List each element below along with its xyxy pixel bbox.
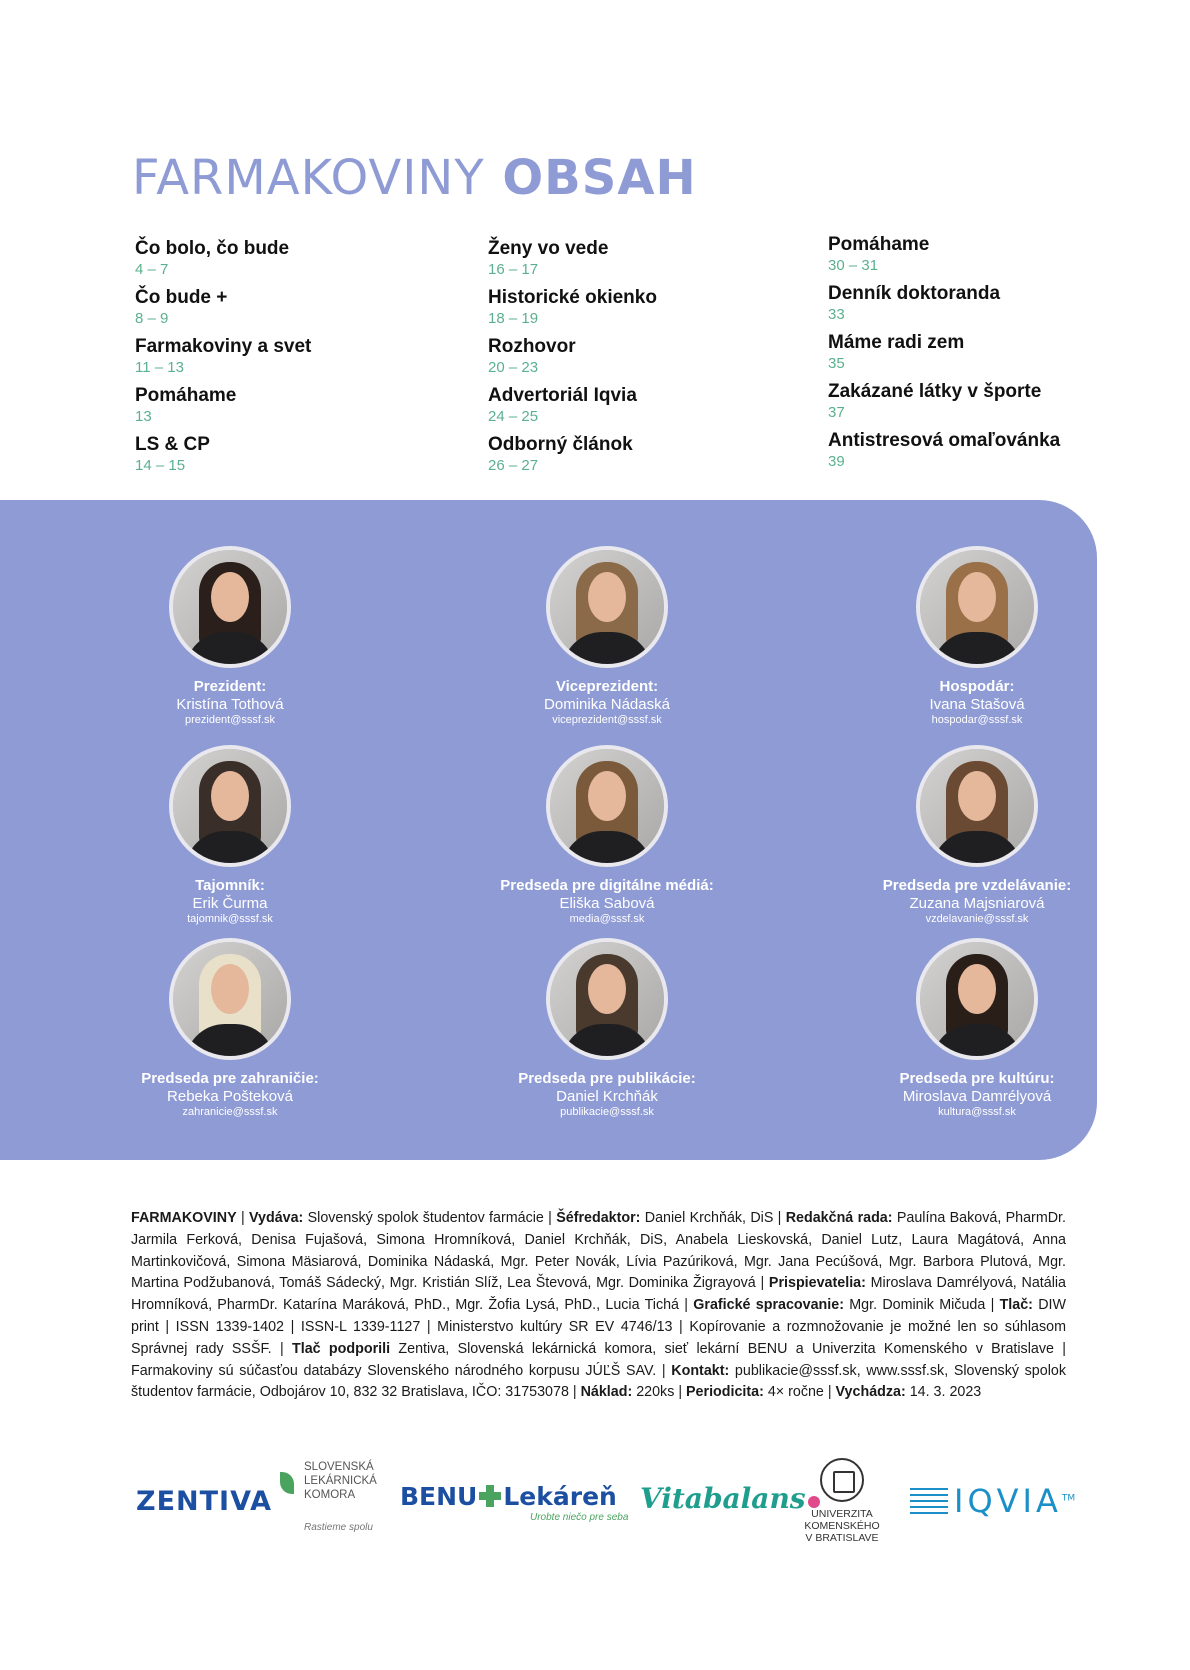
member-email[interactable]: kultura@sssf.sk (938, 1106, 1016, 1118)
member-name: Ivana Stašová (929, 696, 1025, 713)
member-role: Predseda pre zahraničie: (141, 1070, 319, 1087)
member-name: Erik Čurma (192, 895, 268, 912)
toc-title: Čo bude + (135, 287, 228, 308)
toc-pages: 33 (828, 306, 845, 323)
zentiva-logo: ZENTIVA (136, 1486, 273, 1517)
member-name: Eliška Sabová (559, 895, 655, 912)
toc-pages: 13 (135, 408, 152, 425)
team-member (457, 938, 757, 1119)
avatar (169, 938, 291, 1060)
team-member (827, 546, 1127, 727)
toc-pages: 39 (828, 453, 845, 470)
member-role: Predseda pre vzdelávanie: (882, 877, 1072, 894)
member-email[interactable]: viceprezident@sssf.sk (552, 714, 662, 726)
toc-title: Odborný článok (488, 434, 633, 455)
toc-title: Antistresová omaľovánka (828, 430, 1061, 451)
toc-pages: 8 – 9 (135, 310, 169, 327)
university-seal-icon (820, 1458, 864, 1502)
uk-logo: UNIVERZITA KOMENSKÉHO V BRATISLAVE (782, 1458, 902, 1544)
member-name: Zuzana Majsniarová (909, 895, 1045, 912)
member-name: Miroslava Damrélyová (902, 1088, 1052, 1105)
toc-title: Advertoriál Iqvia (488, 385, 637, 406)
toc-pages: 14 – 15 (135, 457, 186, 474)
member-email[interactable]: media@sssf.sk (569, 913, 645, 925)
toc-item[interactable] (135, 336, 455, 385)
member-email[interactable]: prezident@sssf.sk (184, 714, 276, 726)
avatar (169, 546, 291, 668)
toc-item[interactable] (828, 283, 1148, 332)
toc-item[interactable] (488, 434, 808, 483)
vitabalans-logo: Vitabalans (640, 1482, 820, 1515)
member-role: Tajomník: (195, 877, 265, 894)
team-member (827, 938, 1127, 1119)
member-name: Kristína Tothová (176, 696, 284, 713)
toc-title: Historické okienko (488, 287, 657, 308)
toc-item[interactable] (488, 287, 808, 336)
team-member (457, 546, 757, 727)
toc-title: Pomáhame (135, 385, 237, 406)
toc-pages: 4 – 7 (135, 261, 169, 278)
toc-item[interactable] (488, 385, 808, 434)
member-email[interactable]: tajomnik@sssf.sk (187, 913, 273, 925)
member-role: Predseda pre publikácie: (518, 1070, 696, 1087)
page-title (132, 150, 697, 206)
toc-pages: 24 – 25 (488, 408, 539, 425)
toc-item[interactable] (488, 336, 808, 385)
toc-pages: 16 – 17 (488, 261, 539, 278)
member-name: Dominika Nádaská (544, 696, 670, 713)
member-role: Prezident: (193, 678, 267, 695)
toc-item[interactable] (828, 381, 1148, 430)
toc-pages: 30 – 31 (828, 257, 879, 274)
member-email[interactable]: zahranicie@sssf.sk (182, 1106, 278, 1118)
team-member (80, 546, 380, 727)
imprint-text: FARMAKOVINY | Vydáva: Slovenský spolok študentov farmácie | Šéfredaktor: Daniel Krchňák, DiS | Redakčná rada: Paulína Baková, PharmDr. Jarmila Ferková, Denisa Fujašová, Simona Hromníková, Daniel Krchňák, DiS, Anabela Lieskovská, Daniel Lutz, Laura Magátová, Anna Martinkovičová, Simona Mäsiarová, Dominika Nádaská, Mgr. Peter Novák, Lívia Pazúriková, Mgr. Jana Pecúšová, Mgr. Barbora Plutová, Mgr. Martina Podžubanová, Tomáš Sádecký, Mgr. Kristián Slíž, Lea Števová, Mgr. Dominika Žigrayová | Prispievatelia: Miroslava Damrélyová, Natália Hromníková, PharmDr. Katarína Maráková, PhD., Mgr. Žofia Lysá, PhD., Lucia Tichá | Grafické spracovanie: Mgr. Dominik Mičuda | Tlač: DIW print | ISSN 1339-1402 | ISSN-L 1339-1127 | Ministerstvo kultúry SR EV 4746/13 | Kopírovanie a rozmnožovanie je možné len so súhlasom Správnej rady SSŠF. | Tlač podporili Zentiva, Slovenská lekárnická komora, sieť lekární BENU a Univerzita Komenského v Bratislave | Farmakoviny sú súčasťou databázy Slovenského národného korpusu JÚĽŠ SAV. | Kontakt: publikacie@sssf.sk, www.sssf.sk, Slovenský spolok študentov farmácie, Odbojárov 10, 832 32 Bratislava, IČO: 31753078 | Náklad: 220ks | Periodicita: 4× ročne | Vychádza: 14. 3. 2023 (131, 1210, 1066, 1401)
toc-item[interactable] (828, 332, 1148, 381)
team-member (457, 745, 757, 926)
benu-logo: BENU Lekáreň Urobte niečo pre seba (400, 1482, 629, 1523)
toc-title: Farmakoviny a svet (135, 336, 312, 357)
avatar (169, 745, 291, 867)
member-email[interactable]: publikacie@sssf.sk (560, 1106, 654, 1118)
team-member (827, 745, 1127, 926)
toc-title: LS & CP (135, 434, 210, 455)
toc-pages: 20 – 23 (488, 359, 539, 376)
iqvia-logo: IQVIA™ (910, 1482, 1075, 1520)
toc-pages: 11 – 13 (135, 359, 184, 376)
title-bold: OBSAH (502, 150, 697, 206)
team-member (80, 938, 380, 1119)
avatar (916, 938, 1038, 1060)
toc-title: Ženy vo vede (488, 238, 609, 259)
team-member (80, 745, 380, 926)
avatar (916, 745, 1038, 867)
member-email[interactable]: hospodar@sssf.sk (931, 714, 1023, 726)
leaf-icon (280, 1472, 294, 1494)
member-name: Rebeka Pošteková (167, 1088, 293, 1105)
team-panel (0, 500, 1097, 1160)
toc-column-1 (135, 238, 455, 483)
member-role: Hospodár: (939, 678, 1015, 695)
avatar (546, 546, 668, 668)
avatar (546, 938, 668, 1060)
toc-pages: 26 – 27 (488, 457, 539, 474)
toc-pages: 35 (828, 355, 845, 372)
toc-item[interactable] (488, 238, 808, 287)
toc-item[interactable] (135, 434, 455, 483)
toc-pages: 37 (828, 404, 845, 421)
toc-title: Denník doktoranda (828, 283, 1001, 304)
toc-column-2 (488, 238, 808, 483)
toc-column-3 (828, 234, 1148, 479)
toc-item[interactable] (828, 430, 1148, 479)
toc-item[interactable] (135, 385, 455, 434)
avatar (546, 745, 668, 867)
member-email[interactable]: vzdelavanie@sssf.sk (925, 913, 1029, 925)
member-role: Viceprezident: (555, 678, 659, 695)
toc-item[interactable] (828, 234, 1148, 283)
toc-title: Čo bolo, čo bude (135, 238, 290, 259)
sponsor-logos: ZENTIVA SLOVENSKÁ LEKÁRNICKÁ KOMORA Rastieme spolu BENU Lekáreň Urobte niečo pre seba Vitabalans UNIVERZITA KOMENSKÉHO V BRATISLAVE IQVIA™ (130, 1458, 1070, 1558)
toc-title: Máme radi zem (828, 332, 965, 353)
member-name: Daniel Krchňák (556, 1088, 658, 1105)
avatar (916, 546, 1038, 668)
pharmacy-cross-icon (479, 1485, 501, 1507)
member-role: Predseda pre kultúru: (899, 1070, 1055, 1087)
toc-title: Pomáhame (828, 234, 930, 255)
title-light: FARMAKOVINY (132, 150, 485, 206)
toc-item[interactable] (135, 238, 455, 287)
member-role: Predseda pre digitálne médiá: (500, 877, 714, 894)
toc-title: Rozhovor (488, 336, 576, 357)
toc-title: Zakázané látky v športe (828, 381, 1042, 402)
toc-pages: 18 – 19 (488, 310, 539, 327)
toc-item[interactable] (135, 287, 455, 336)
